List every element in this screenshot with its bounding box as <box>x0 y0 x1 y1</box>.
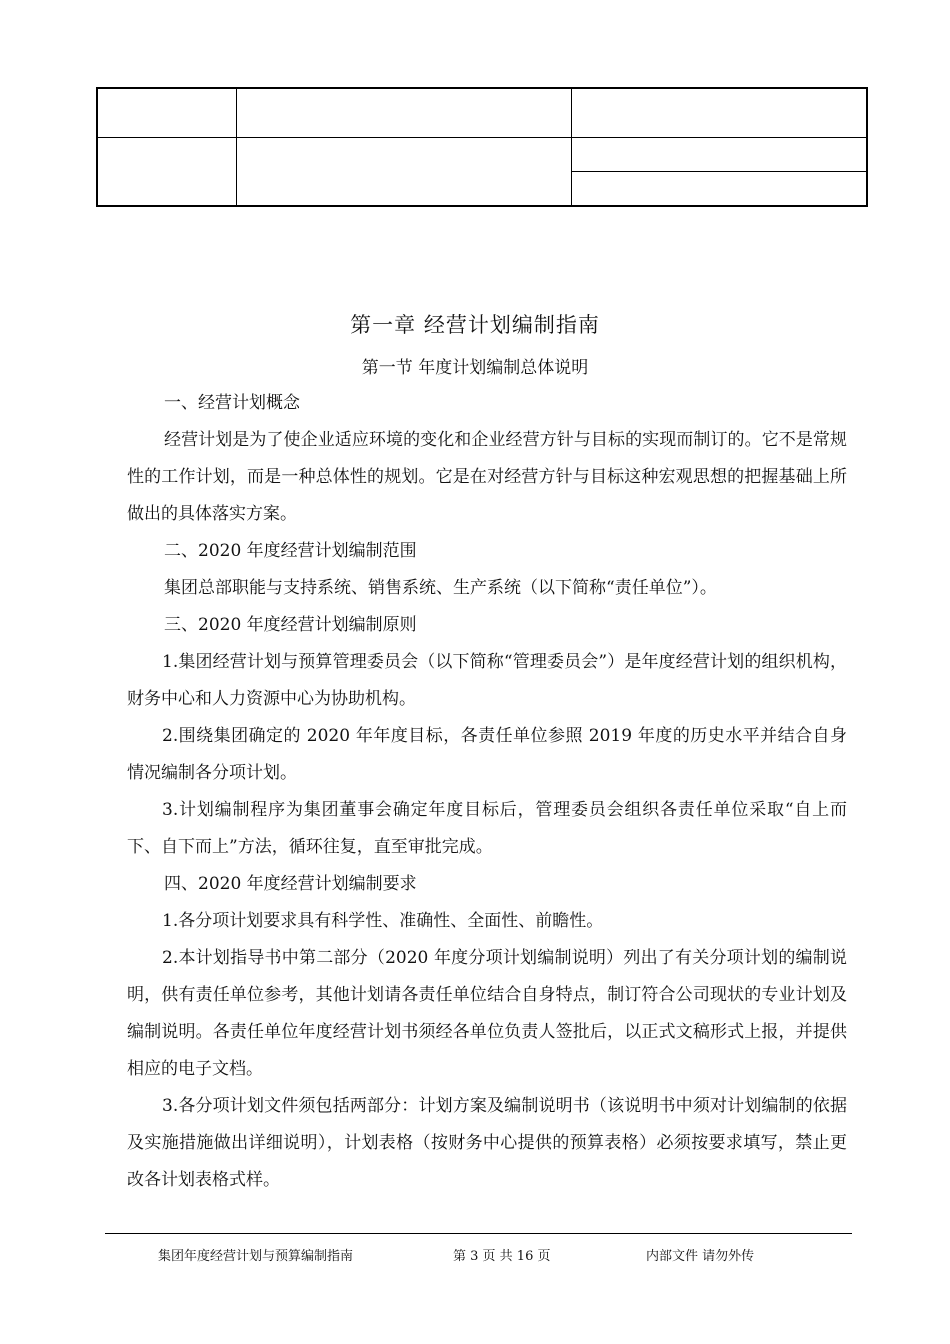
body-text <box>127 385 847 1199</box>
paragraph-requirement-2: 2.本计划指导书中第二部分（2020 年度分项计划编制说明）列出了有关分项计划的编制说明，供有责任单位参考，其他计划请各责任单位结合自身特点，制订符合公司现状的专业计划及编制说明。各责任单位年度经营计划书须经各单位负责人签批后，以正式文稿形式上报，并提供相应的电子文档。 <box>127 948 847 1079</box>
table-cell <box>97 88 237 138</box>
footer-doc-title: 集团年度经营计划与预算编制指南 <box>158 1249 354 1264</box>
table-row <box>97 138 867 172</box>
table-cell <box>572 88 868 138</box>
footer-divider <box>105 1233 852 1234</box>
table-cell <box>237 88 572 138</box>
paragraph-requirement-1: 1.各分项计划要求具有科学性、准确性、全面性、前瞻性。 <box>162 911 604 931</box>
paragraph-scope: 集团总部职能与支持系统、销售系统、生产系统（以下简称“责任单位”）。 <box>164 578 717 598</box>
heading-requirements: 四、2020 年度经营计划编制要求 <box>164 874 417 894</box>
chapter-title: 第一章 经营计划编制指南 <box>350 313 600 337</box>
table-cell <box>572 172 868 207</box>
heading-concept: 一、经营计划概念 <box>164 393 300 413</box>
heading-principles: 三、2020 年度经营计划编制原则 <box>164 615 417 635</box>
paragraph-principle-3: 3.计划编制程序为集团董事会确定年度目标后，管理委员会组织各责任单位采取“自上而下、自下而上”方法，循环往复，直至审批完成。 <box>127 800 847 857</box>
footer-confidential: 内部文件 请勿外传 <box>646 1249 755 1264</box>
paragraph-principle-1: 1.集团经营计划与预算管理委员会（以下简称“管理委员会”）是年度经营计划的组织机构，财务中心和人力资源中心为协助机构。 <box>127 652 847 709</box>
table-cell <box>97 138 237 207</box>
table-row <box>97 88 867 138</box>
heading-scope: 二、2020 年度经营计划编制范围 <box>164 541 417 561</box>
paragraph-principle-2: 2.围绕集团确定的 2020 年年度目标，各责任单位参照 2019 年度的历史水平并结合自身情况编制各分项计划。 <box>127 726 847 783</box>
paragraph-requirement-3: 3.各分项计划文件须包括两部分：计划方案及编制说明书（该说明书中须对计划编制的依据及实施措施做出详细说明），计划表格（按财务中心提供的预算表格）必须按要求填写，禁止更改各计划表格式样。 <box>127 1096 847 1190</box>
table-cell <box>237 138 572 207</box>
table-cell <box>572 138 868 172</box>
section-title: 第一节 年度计划编制总体说明 <box>361 358 589 378</box>
footer-page-number: 第 3 页 共 16 页 <box>453 1249 551 1264</box>
header-table <box>96 87 868 207</box>
paragraph-concept: 经营计划是为了使企业适应环境的变化和企业经营方针与目标的实现而制订的。它不是常规性的工作计划，而是一种总体性的规划。它是在对经营方针与目标这种宏观思想的把握基础上所做出的具体落实方案。 <box>127 430 847 524</box>
